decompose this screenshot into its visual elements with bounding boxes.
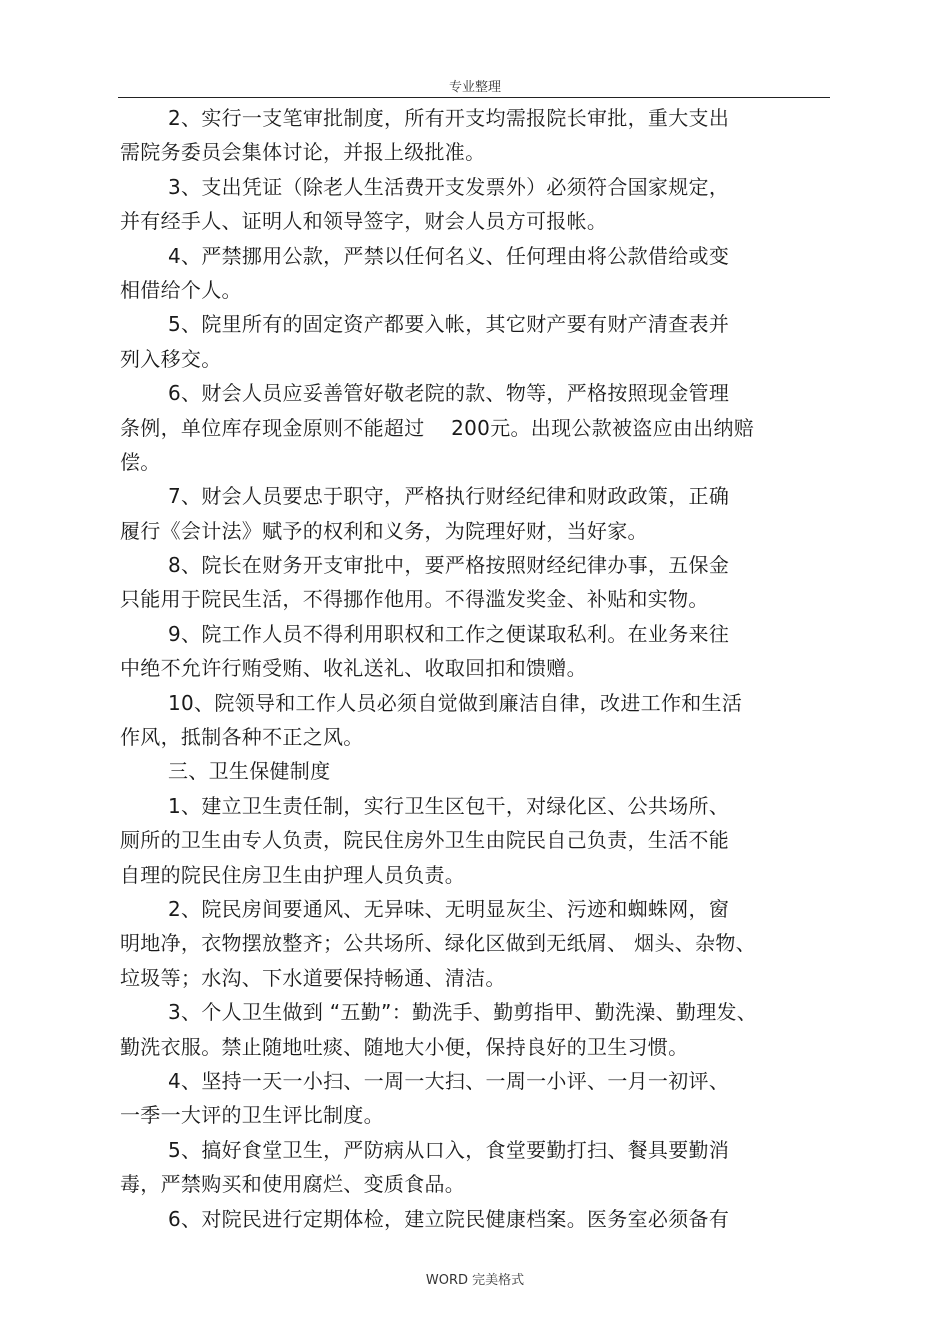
text-line: 相借给个人。 <box>120 277 242 302</box>
text-line: 9、院工作人员不得利用职权和工作之便谋取私利。在业务来往 <box>168 621 730 646</box>
text-line: 6、对院民进行定期体检，建立院民健康档案。医务室必须备有 <box>168 1206 730 1231</box>
text-line: 2、实行一支笔审批制度，所有开支均需报院长审批，重大支出 <box>168 106 730 130</box>
text-line: 5、院里所有的固定资产都要入帐，其它财产要有财产清查表并 <box>168 312 730 337</box>
text-line: 4、坚持一天一小扫、一周一大扫、一周一小评、一月一初评、 <box>168 1068 730 1093</box>
text-line: 作风，抵制各种不正之风。 <box>120 725 364 750</box>
text-line: 1、建立卫生责任制，实行卫生区包干，对绿化区、公共场所、 <box>168 793 730 818</box>
text-line: 只能用于院民生活，不得挪作他用。不得滥发奖金、补贴和实物。 <box>120 587 709 612</box>
text-line: 勤洗衣服。禁止随地吐痰、随地大小便，保持良好的卫生习惯。 <box>120 1034 689 1059</box>
text-line: 中绝不允许行贿受贿、收礼送礼、收取回扣和馈赠。 <box>120 656 587 681</box>
text-line: 8、院长在财务开支审批中，要严格按照财经纪律办事，五保金 <box>168 553 730 578</box>
header-divider <box>118 97 830 98</box>
text-line: 履行《会计法》赋予的权利和义务，为院理好财，当好家。 <box>120 518 648 543</box>
page-header: 专业整理 <box>448 80 501 95</box>
text-line: 并有经手人、证明人和领导签字，财会人员方可报帐。 <box>120 209 608 234</box>
text-line: 需院务委员会集体讨论，并报上级批准。 <box>120 140 486 165</box>
text-line: 2、院民房间要通风、无异味、无明显灰尘、污迹和蜘蛛网，窗 <box>168 896 730 921</box>
text-line: 条例，单位库存现金原则不能超过 200元。出现公款被盗应由出纳赔 <box>120 415 755 440</box>
text-line: 毒，严禁购买和使用腐烂、变质食品。 <box>120 1172 466 1197</box>
text-line: 厕所的卫生由专人负责，院民住房外卫生由院民自己负责，生活不能 <box>120 828 729 853</box>
text-line: 明地净，衣物摆放整齐；公共场所、绿化区做到无纸屑、 烟头、杂物、 <box>120 931 756 956</box>
text-line: 3、支出凭证（除老人生活费开支发票外）必须符合国家规定， <box>168 174 730 199</box>
page-footer: WORD 完美格式 <box>425 1273 525 1288</box>
text-line: 7、财会人员要忠于职守，严格执行财经纪律和财政政策，正确 <box>168 484 730 509</box>
text-line: 5、搞好食堂卫生，严防病从口入，食堂要勤打扫、餐具要勤消 <box>168 1137 730 1162</box>
text-line: 一季一大评的卫生评比制度。 <box>120 1103 384 1128</box>
text-line: 10、院领导和工作人员必须自觉做到廉洁自律，改进工作和生活 <box>168 690 743 715</box>
text-line: 垃圾等；水沟、下水道要保持畅通、清洁。 <box>120 965 506 990</box>
text-line: 4、严禁挪用公款，严禁以任何名义、任何理由将公款借给或变 <box>168 243 730 268</box>
document-body <box>120 101 820 1236</box>
text-line: 3、个人卫生做到 “五勤”：勤洗手、勤剪指甲、勤洗澡、勤理发、 <box>168 1000 758 1025</box>
text-line: 自理的院民住房卫生由护理人员负责。 <box>120 862 466 887</box>
text-line: 偿。 <box>120 449 161 474</box>
text-line: 列入移交。 <box>120 346 222 371</box>
text-line: 三、卫生保健制度 <box>168 759 331 784</box>
text-line: 6、财会人员应妥善管好敬老院的款、物等，严格按照现金管理 <box>168 381 730 406</box>
